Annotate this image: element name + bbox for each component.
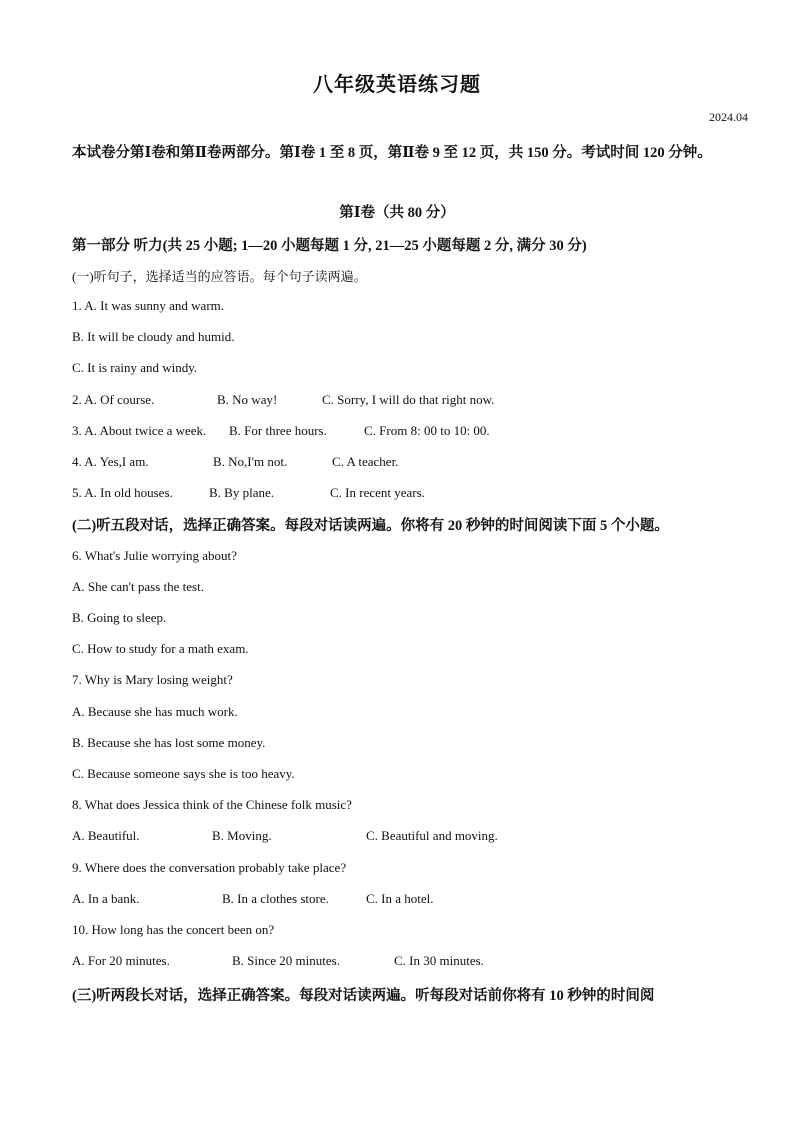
q5-option-b: B. By plane. — [209, 485, 274, 500]
sub1-heading: (一)听句子，选择适当的应答语。每个句子读两遍。 — [72, 269, 367, 284]
q3-option-c: C. From 8: 00 to 10: 00. — [364, 423, 490, 438]
q2-option-a: 2. A. Of course. — [72, 392, 155, 407]
q6-option-c: C. How to study for a math exam. — [72, 641, 249, 656]
q6-option-b: B. Going to sleep. — [72, 610, 167, 625]
q8-option-c: C. Beautiful and moving. — [366, 828, 498, 843]
q7-option-b: B. Because she has lost some money. — [72, 735, 266, 750]
sub2-heading: (二)听五段对话，选择正确答案。每段对话读两遍。你将有 20 秒钟的时间阅读下面 5 个小题。 — [72, 518, 669, 534]
q7-option-a: A. Because she has much work. — [72, 704, 238, 719]
exam-intro: 本试卷分第Ⅰ卷和第Ⅱ卷两部分。第Ⅰ卷 1 至 8 页，第Ⅱ卷 9 至 12 页，共 150 分。考试时间 120 分钟。 — [72, 145, 712, 161]
q1-option-c: C. It is rainy and windy. — [72, 360, 198, 375]
q10-stem: 10. How long has the concert been on? — [72, 922, 275, 937]
q10-option-b: B. Since 20 minutes. — [232, 953, 340, 968]
q10-option-a: A. For 20 minutes. — [72, 953, 170, 968]
q4-option-b: B. No,I'm not. — [213, 454, 288, 469]
q8-option-a: A. Beautiful. — [72, 828, 140, 843]
q3-option-b: B. For three hours. — [229, 423, 327, 438]
page-title: 八年级英语练习题 — [313, 74, 481, 96]
q2-option-b: B. No way! — [217, 392, 278, 407]
q9-option-c: C. In a hotel. — [366, 891, 434, 906]
exam-date: 2024.04 — [709, 110, 748, 124]
q9-option-b: B. In a clothes store. — [222, 891, 329, 906]
q2-option-c: C. Sorry, I will do that right now. — [322, 392, 495, 407]
q6-option-a: A. She can't pass the test. — [72, 579, 204, 594]
q1-option-b: B. It will be cloudy and humid. — [72, 329, 235, 344]
q4-option-c: C. A teacher. — [332, 454, 399, 469]
q7-option-c: C. Because someone says she is too heavy. — [72, 766, 295, 781]
part1-heading: 第一部分 听力(共 25 小题; 1—20 小题每题 1 分, 21—25 小题每题 2 分, 满分 30 分) — [72, 238, 587, 254]
q1-option-a: 1. A. It was sunny and warm. — [72, 298, 225, 313]
q7-stem: 7. Why is Mary losing weight? — [72, 672, 233, 687]
q8-stem: 8. What does Jessica think of the Chinese folk music? — [72, 797, 352, 812]
section-heading: 第Ⅰ卷（共 80 分） — [339, 205, 455, 221]
q10-option-c: C. In 30 minutes. — [394, 953, 484, 968]
q6-stem: 6. What's Julie worrying about? — [72, 548, 237, 563]
sub3-heading: (三)听两段长对话，选择正确答案。每段对话读两遍。听每段对话前你将有 10 秒钟的时间阅 — [72, 988, 655, 1004]
q9-stem: 9. Where does the conversation probably take place? — [72, 860, 347, 875]
q9-option-a: A. In a bank. — [72, 891, 140, 906]
q4-option-a: 4. A. Yes,I am. — [72, 454, 149, 469]
q3-option-a: 3. A. About twice a week. — [72, 423, 207, 438]
q5-option-a: 5. A. In old houses. — [72, 485, 173, 500]
q8-option-b: B. Moving. — [212, 828, 272, 843]
q5-option-c: C. In recent years. — [330, 485, 425, 500]
